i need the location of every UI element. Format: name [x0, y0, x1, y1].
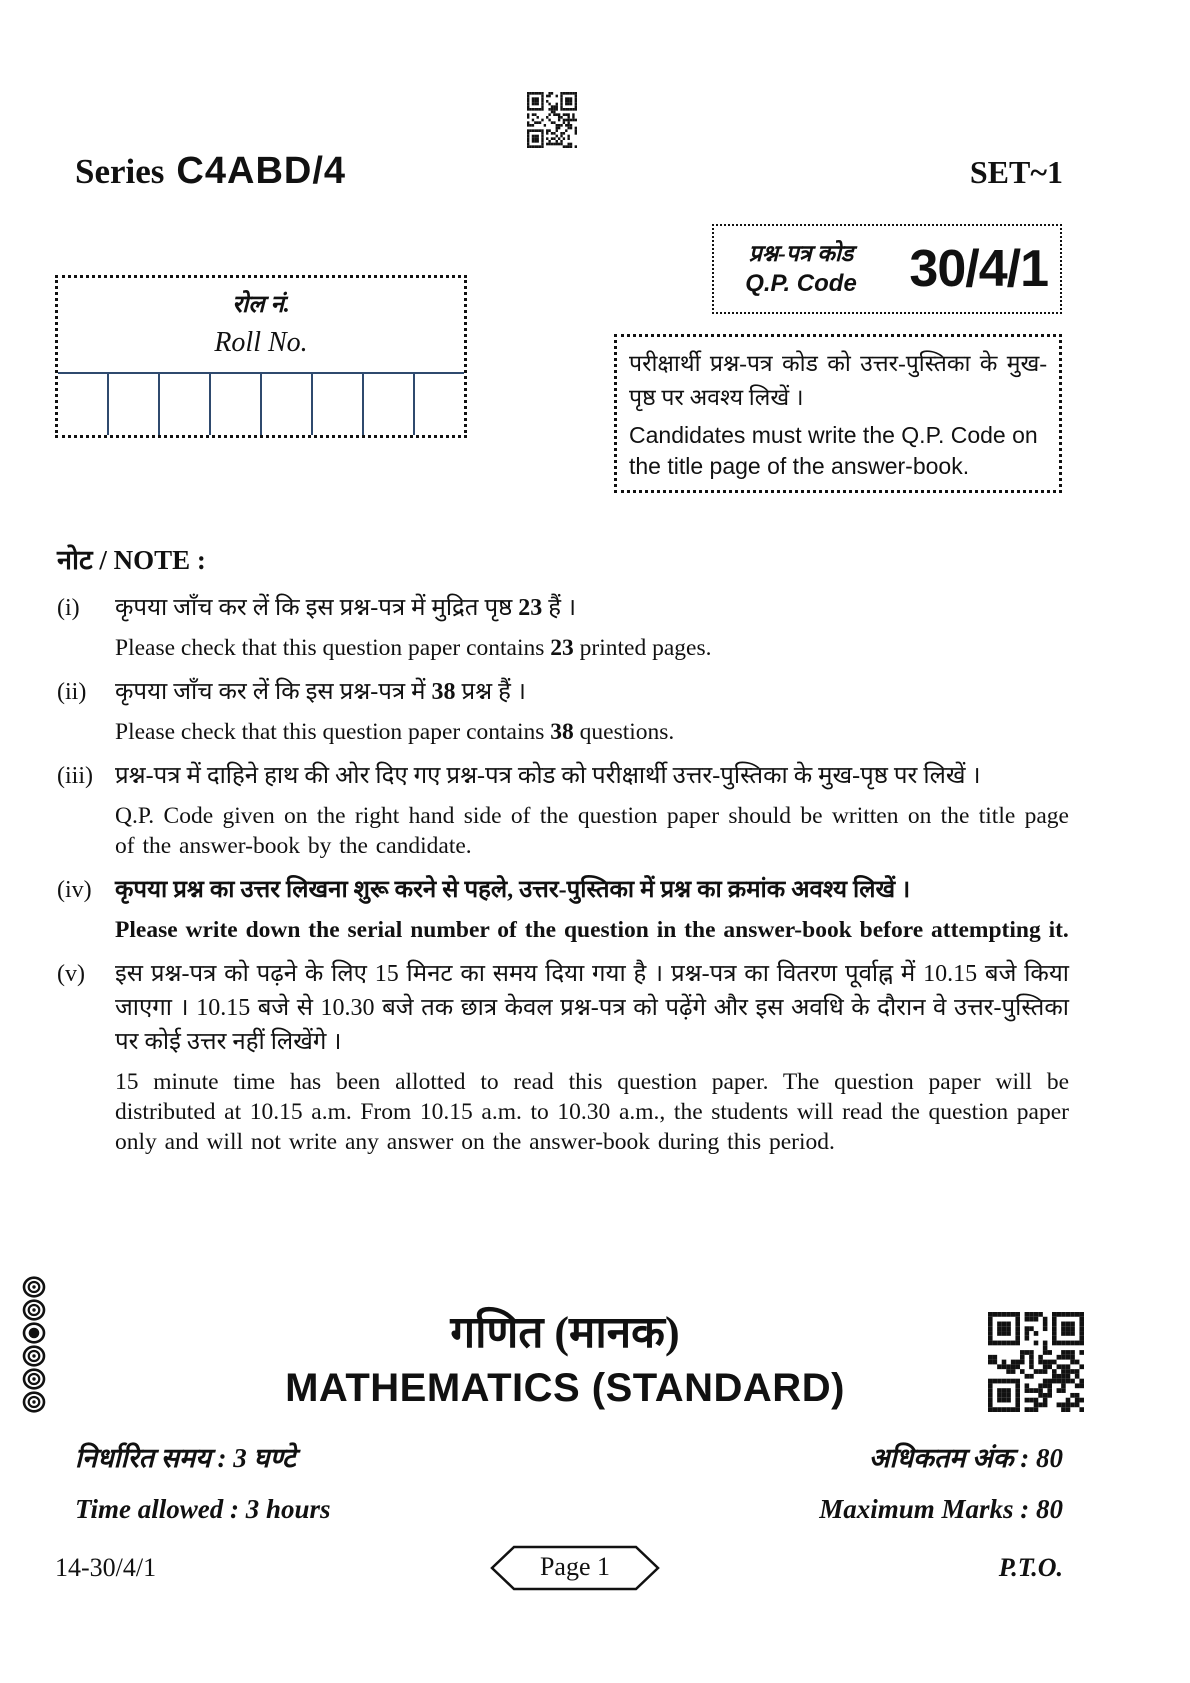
- candidates-instruction-box: [614, 334, 1062, 493]
- time-allowed-hindi: निर्धारित समय : 3 घण्टे: [75, 1443, 296, 1473]
- qr-code-bottom-icon: [988, 1312, 1084, 1412]
- note-item-text-english: Please write down the serial number of the question in the answer-book before attempting it.: [115, 917, 1069, 943]
- max-marks-hindi: अधिकतम अंक : 80: [868, 1443, 1063, 1473]
- note-item-text-english: Q.P. Code given on the right hand side of the question paper should be written on the title page of the answer-book by the candidate.: [115, 803, 1069, 859]
- roll-number-grid: [58, 372, 464, 435]
- note-item-text-english: Please check that this question paper contains 38 questions.: [115, 719, 675, 745]
- note-item-2: [57, 675, 1069, 759]
- note-item-text-english: Please check that this question paper contains 23 printed pages.: [115, 635, 712, 661]
- header-row: [75, 150, 1063, 193]
- note-item-text-hindi: इस प्रश्न-पत्र को पढ़ने के लिए 15 मिनट का समय दिया गया है । प्रश्न-पत्र का वितरण पूर्वाह्न में 10.15 बजे किया जाएगा । 10.15 बजे से 10.30 बजे तक छात्र केवल प्रश्न-पत्र को पढ़ेंगे और इस अवधि के दौरान वे उत्तर-पुस्तिका पर कोई उत्तर नहीं लिखेंगे ।: [115, 961, 1069, 1055]
- note-item-text-hindi: कृपया जाँच कर लें कि इस प्रश्न-पत्र में मुद्रित पृष्ठ 23 हैं ।: [115, 595, 577, 621]
- series-label: Series: [75, 152, 165, 191]
- note-item-1: [57, 591, 1069, 675]
- roll-digit-cell: [58, 374, 109, 435]
- candidates-text-english: Candidates must write the Q.P. Code on the title page of the answer-book.: [629, 422, 1038, 479]
- qr-code-top-icon: [527, 92, 577, 148]
- meta-row-english: [75, 1494, 1063, 1525]
- note-item-4: [57, 873, 1069, 957]
- paper-title-english: MATHEMATICS (STANDARD): [285, 1366, 845, 1410]
- note-item-text-hindi: कृपया जाँच कर लें कि इस प्रश्न-पत्र में 38 प्रश्न हैं ।: [115, 679, 526, 705]
- qp-code-label-english: Q.P. Code: [745, 270, 857, 297]
- roll-digit-cell: [160, 374, 211, 435]
- roll-label-hindi: रोल नं.: [232, 292, 290, 318]
- paper-title-hindi: गणित (मानक): [450, 1308, 680, 1357]
- note-item-number: (v): [57, 961, 85, 987]
- qp-code-labels: [722, 239, 880, 299]
- note-item-text-hindi: कृपया प्रश्न का उत्तर लिखना शुरू करने से पहले, उत्तर-पुस्तिका में प्रश्न का क्रमांक अवश्य लिखें ।: [115, 877, 911, 903]
- page-number: Page 1: [539, 1552, 611, 1581]
- qp-code-box: [712, 224, 1062, 314]
- candidates-text-hindi: परीक्षार्थी प्रश्न-पत्र कोड को उत्तर-पुस्तिका के मुख-पृष्ठ पर अवश्य लिखें ।: [629, 351, 1047, 410]
- roll-digit-cell: [211, 374, 262, 435]
- note-item-text-hindi: प्रश्न-पत्र में दाहिने हाथ की ओर दिए गए प्रश्न-पत्र कोड को परीक्षार्थी उत्तर-पुस्तिका के मुख-पृष्ठ पर लिखें ।: [115, 763, 981, 789]
- roll-digit-cell: [313, 374, 364, 435]
- roll-digit-cell: [415, 374, 464, 435]
- note-item-text-english: 15 minute time has been allotted to read this question paper. The question paper will be distributed at 10.15 a.m. From 10.15 a.m. to 10.30 a.m., the students will read the question paper only and will not write any answer on the answer-book during this period.: [115, 1069, 1069, 1155]
- pto-label: P.T.O.: [998, 1553, 1063, 1582]
- note-item-number: (ii): [57, 679, 87, 705]
- series-title: [75, 150, 346, 193]
- roll-label-english: Roll No.: [214, 327, 308, 358]
- meta-row-hindi: [75, 1438, 1063, 1475]
- roll-digit-cell: [262, 374, 313, 435]
- qp-code-value: 30/4/1: [909, 240, 1048, 298]
- roll-digit-cell: [364, 374, 415, 435]
- max-marks-english: Maximum Marks : 80: [819, 1494, 1063, 1524]
- set-label: SET~1: [969, 154, 1063, 190]
- note-item-number: (i): [57, 595, 80, 621]
- note-item-5: [57, 957, 1069, 1157]
- note-item-number: (iii): [57, 763, 93, 789]
- note-item-3: [57, 759, 1069, 873]
- note-section: [57, 540, 1069, 1157]
- roll-number-box: [55, 275, 467, 438]
- paper-code: 14-30/4/1: [55, 1553, 157, 1582]
- note-heading: नोट / NOTE :: [57, 545, 206, 575]
- note-item-number: (iv): [57, 877, 92, 903]
- footer-row: [55, 1545, 1063, 1595]
- qp-code-label-hindi: प्रश्न-पत्र कोड: [748, 241, 854, 266]
- roll-digit-cell: [109, 374, 160, 435]
- series-code: C4ABD/4: [176, 150, 347, 192]
- page-number-badge: [490, 1545, 660, 1591]
- time-allowed-english: Time allowed : 3 hours: [75, 1494, 331, 1524]
